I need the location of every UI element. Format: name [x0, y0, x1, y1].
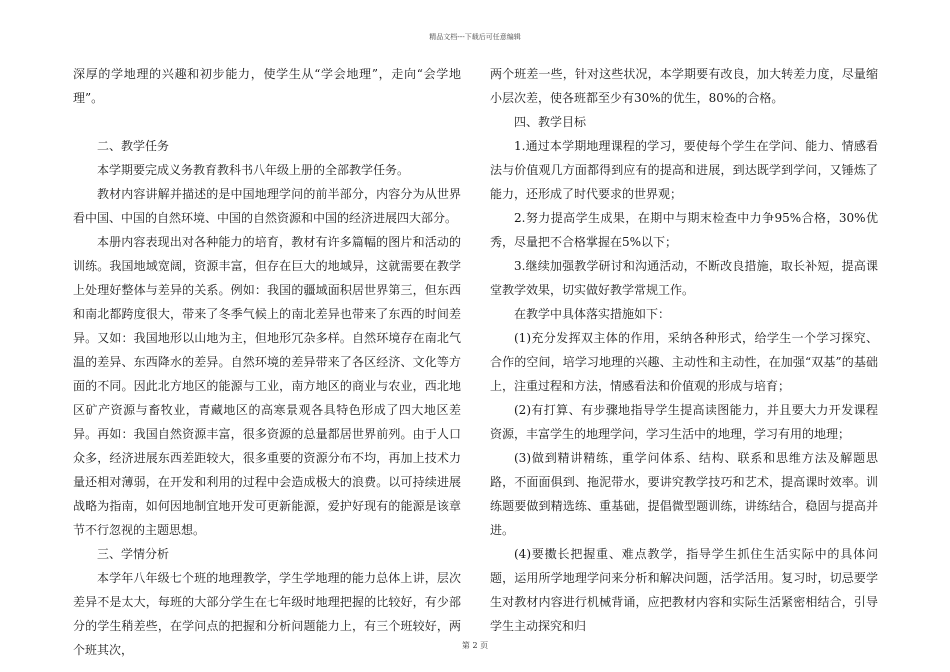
page-number: 第 2 页: [461, 641, 489, 650]
list-item: (2)有打算、有步骤地指导学生提高读图能力，并且要大力开发课程资源，丰富学生的地理学问，学习生活中的地理，学习有用的地理；: [490, 403, 878, 441]
list-item: (1)充分发挥双主体的作用，采纳各种形式，给学生一个学习探究、合作的空间，培学习地理的兴趣、主动性和主动性，在加强“双基”的基础上，注重过程和方法，情感看法和价值观的形成与培育；: [490, 331, 878, 393]
list-item: 2.努力提高学生成果，在期中与期末检查中力争95%合格，30%优秀，尽量把不合格掌握在5%以下；: [490, 211, 878, 249]
page-header: 精品文档---下载后可任意编辑: [429, 33, 521, 41]
list-item: (3)做到精讲精练，重学问体系、结构、联系和思维方法及解题思路，不面面俱到、拖泥带水，要讲究教学技巧和艺术，提高课时效率。训练题要做到精选练、重基础，提倡微型题训练，讲练结合，稳固与提高并进。: [490, 451, 878, 537]
left-column: [73, 62, 461, 662]
paragraph: 教材内容讲解并描述的是中国地理学问的前半部分，内容分为从世界看中国、中国的自然环境、中国的自然资源和中国的经济进展四大部分。: [73, 187, 461, 225]
right-column: [490, 62, 878, 638]
list-item: 3.继续加强教学研讨和沟通活动，不断改良措施，取长补短，提高课堂教学效果，切实做好教学常规工作。: [490, 259, 878, 297]
paragraph: 本册内容表现出对各种能力的培育，教材有许多篇幅的图片和活动的训练。我国地域宽阔，资源丰富，但存在巨大的地域异，这就需要在教学上处理好整体与差异的关系。例如：我国的疆域面积居世界第三，但东西和南北都跨度很大，带来了冬季气候上的南北差异也带来了东西的时间差异。又如：我国地形以山地为主，但地形冗杂多样。自然环境存在南北气温的差异、东西降水的差异。自然环境的差异带来了各区经济、文化等方面的不同。因此北方地区的能源与工业，南方地区的商业与农业，西北地区矿产资源与畜牧业，青藏地区的高寒景观各具特色形成了四大地区差异。再如：我国自然资源丰富，很多资源的总量都居世界前列。由于人口众多，经济进展东西差距较大，很多重要的资源分布不均，再加上技术力量还相对薄弱，在开发和利用的过程中会造成极大的浪费。以可持续进展战略为指南，如何因地制宜地开发可更新能源，爱护好现有的能源是该章节不行忽视的主题思想。: [73, 235, 461, 537]
list-item: 1.通过本学期地理课程的学习，要使每个学生在学问、能力、情感看法与价值观几方面都得到应有的提高和进展，到达既学到学问，又锤炼了能力，还形成了时代要求的世界观；: [490, 139, 878, 201]
paragraph: 本学期要完成义务教育教科书八年级上册的全部教学任务。: [97, 163, 410, 177]
paragraph: 本学年八年级七个班的地理教学，学生学地理的能力总体上讲，层次差异不是太大，每班的大部分学生在七年级时地理把握的比较好，有少部分的学生稍差些，在学问点的把握和分析问题能力上，有三个班较好，两个班其次，: [73, 571, 461, 657]
section-heading-teaching-tasks: 二、教学任务: [97, 139, 170, 153]
section-heading-student-analysis: 三、学情分析: [97, 547, 170, 561]
paragraph: 深厚的学地理的兴趣和初步能力，使学生从“学会地理”，走向“会学地理”。: [73, 67, 461, 105]
section-heading-teaching-goals: 四、教学目标: [514, 115, 587, 129]
paragraph: 在教学中具体落实措施如下：: [514, 307, 671, 321]
paragraph: 两个班差一些，针对这些状况，本学期要有改良，加大转差力度，尽量缩小层次差，使各班都至少有30%的优生，80%的合格。: [490, 67, 878, 105]
list-item: (4)要擞长把握重、难点教学，指导学生抓住生活实际中的具体问题，运用所学地理学问来分析和解决问题，活学活用。复习时，切忌要学生对教材内容进行机械背诵，应把教材内容和实际生活紧密相结合，引导学生主动探究和归: [490, 547, 878, 633]
